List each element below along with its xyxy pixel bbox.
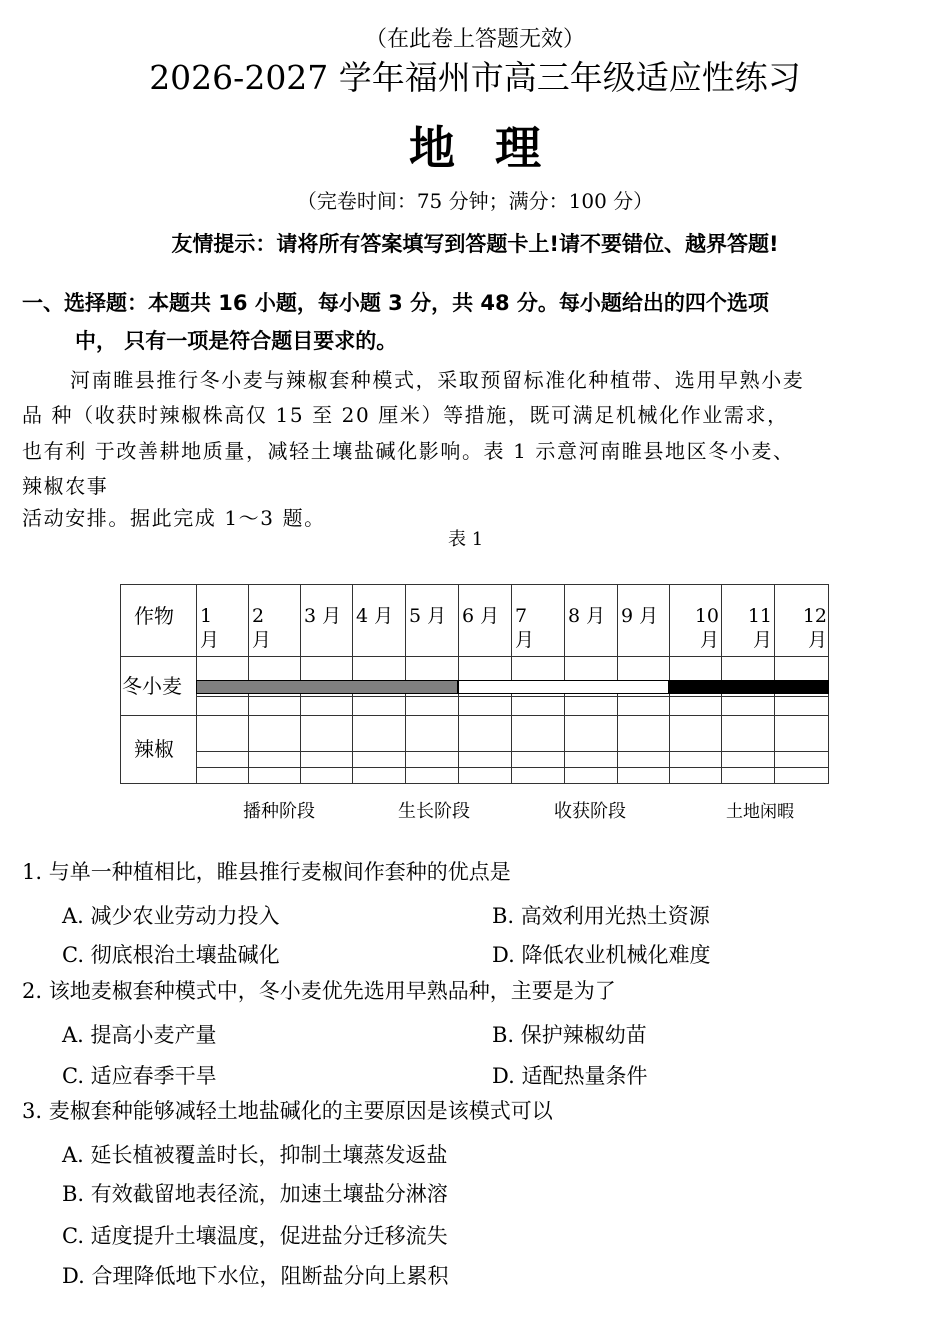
row-label-wheat: 冬小麦 [122,674,182,698]
month-label-bottom: 月 [252,629,272,651]
month-label-top: 11 [747,605,772,627]
table-header-crop: 作物 [134,604,174,628]
month-label-top: 3 月 [304,605,342,627]
table-caption: 表 1 [448,529,484,550]
question-1-option-b: B. 高效利用光热土资源 [492,904,710,928]
table-month-6 [462,604,509,628]
row-label-pepper: 辣椒 [134,737,174,761]
month-label-top: 1 [200,605,213,627]
question-2-option-b: B. 保护辣椒幼苗 [492,1023,647,1047]
table-gridline [196,696,829,697]
month-label-top: 9 月 [621,605,659,627]
table-month-10 [673,604,719,652]
wheat-bar-growth [196,680,458,694]
month-label-top: 8 月 [568,605,606,627]
question-3-option-a: A. 延长植被覆盖时长，抑制土壤蒸发返盐 [62,1143,448,1167]
month-label-top: 12 [802,605,827,627]
table-gridline [120,584,829,585]
month-label-bottom: 月 [699,629,719,651]
question-3-option-b: B. 有效截留地表径流，加速土壤盐分淋溶 [62,1182,448,1206]
month-label-bottom: 月 [200,629,220,651]
friendly-tip: 友情提示：请将所有答案填写到答题卡上!请不要错位、越界答题! [171,232,779,256]
question-1-stem: 1. 与单一种植相比，睢县推行麦椒间作套种的优点是 [22,860,511,884]
question-1-option-c: C. 彻底根治土壤盐碱化 [62,943,280,967]
month-label-top: 6 月 [462,605,500,627]
passage-line: 河南睢县推行冬小麦与辣椒套种模式，采取预留标准化种植带、选用早熟小麦 [70,368,805,392]
question-3-option-d: D. 合理降低地下水位，阻断盐分向上累积 [62,1264,449,1288]
month-label-top: 10 [694,605,719,627]
question-2-option-d: D. 适配热量条件 [492,1064,648,1088]
question-3-stem: 3. 麦椒套种能够减轻土地盐碱化的主要原因是该模式可以 [22,1099,553,1123]
table-month-5 [409,604,456,628]
subject-title: 地理 [409,121,581,175]
month-label-top: 2 [252,605,265,627]
section-heading-cont: 中， 只有一项是符合题目要求的。 [75,329,398,353]
table-month-1 [200,604,246,652]
exam-title: 2026-2027 学年福州市高三年级适应性练习 [149,58,801,97]
time-info: （完卷时间：75 分钟；满分：100 分） [296,189,654,213]
table-gridline [120,715,829,716]
table-month-12 [778,604,827,652]
table-month-9 [621,604,667,628]
question-1-option-d: D. 降低农业机械化难度 [492,943,711,967]
wheat-bar-fallow [458,680,669,694]
table-month-8 [568,604,615,628]
table-gridline [120,584,121,784]
question-2-option-c: C. 适应春季干旱 [62,1064,217,1088]
table-month-4 [356,604,403,628]
month-label-bottom: 月 [752,629,772,651]
month-label-top: 4 月 [356,605,394,627]
question-2-stem: 2. 该地麦椒套种模式中，冬小麦优先选用早熟品种，主要是为了 [22,979,616,1003]
legend-fallow: 土地闲暇 [726,802,794,822]
table-month-2 [252,604,298,652]
question-2-option-a: A. 提高小麦产量 [62,1023,217,1047]
month-label-bottom: 月 [515,629,535,651]
exam-notice: （在此卷上答题无效） [364,27,585,52]
farming-schedule-table [120,584,829,784]
month-label-bottom: 月 [807,629,827,651]
passage-line: 辣椒农事 [22,474,109,498]
question-3-option-c: C. 适度提升土壤温度，促进盐分迁移流失 [62,1224,448,1248]
wheat-bar-sowing [669,680,829,694]
table-gridline [120,783,829,784]
table-gridline [196,751,829,752]
legend-sowing: 播种阶段 [243,801,315,822]
passage-line: 也有利 于改善耕地质量，减轻土壤盐碱化影响。表 1 示意河南睢县地区冬小麦、 [22,439,795,463]
section-heading: 一、选择题：本题共 16 小题，每小题 3 分，共 48 分。每小题给出的四个选项 [22,291,769,315]
passage-line: 活动安排。据此完成 1～3 题。 [22,506,326,530]
month-label-top: 7 [515,605,528,627]
month-label-top: 5 月 [409,605,447,627]
table-month-3 [304,604,350,628]
question-1-option-a: A. 减少农业劳动力投入 [62,904,280,928]
table-gridline [120,656,829,657]
table-month-11 [725,604,772,652]
legend-harvest: 收获阶段 [554,801,626,822]
table-month-7 [515,604,562,652]
legend-growth: 生长阶段 [398,801,470,822]
passage-line: 品 种（收获时辣椒株高仅 15 至 20 厘米）等措施，既可满足机械化作业需求， [22,403,789,427]
table-gridline [196,767,829,768]
